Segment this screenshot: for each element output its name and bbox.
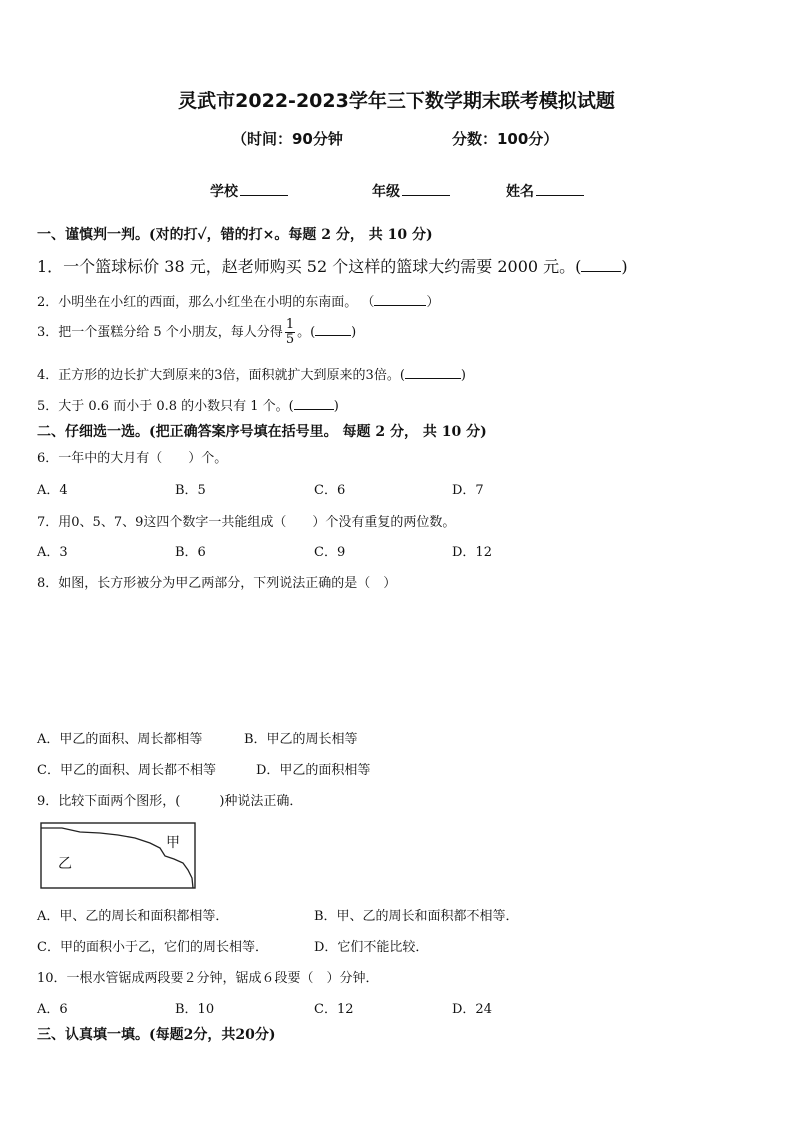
grade-blank[interactable] — [402, 181, 450, 196]
answer-blank-4[interactable] — [405, 366, 461, 379]
q7-option-a[interactable]: A．3 — [37, 545, 68, 560]
question-4-text: 4．正方形的边长扩大到原来的3倍，面积就扩大到原来的3倍。( — [37, 368, 405, 383]
fraction-one-fifth — [285, 318, 295, 347]
q8-option-c[interactable]: C．甲乙的面积、周长都不相等 — [37, 763, 216, 778]
question-2 — [37, 291, 439, 310]
answer-blank-3[interactable] — [315, 323, 351, 336]
fraction-denominator: 5 — [285, 332, 295, 347]
q7-option-c[interactable]: C．9 — [314, 545, 346, 560]
question-3-text: 3．把一个蛋糕分给 5 个小朋友，每人分得 — [37, 325, 283, 340]
fraction-numerator: 1 — [285, 317, 295, 332]
q9-option-c[interactable]: C．甲的面积小于乙，它们的周长相等． — [37, 940, 268, 955]
answer-blank-2[interactable] — [374, 293, 426, 306]
question-5-text: 5．大于 0.6 而小于 0.8 的小数只有 1 个。( — [37, 399, 294, 414]
question-6: 6．一年中的大月有（ ）个。 — [37, 451, 228, 466]
q6-option-b[interactable]: B．5 — [175, 483, 206, 498]
page-title: 灵武市2022-2023学年三下数学期末联考模拟试题 — [178, 90, 615, 112]
question-5-close: ) — [333, 399, 339, 414]
exam-time: （时间：90分钟 — [232, 130, 343, 148]
q10-option-b[interactable]: B．10 — [175, 1002, 215, 1017]
school-field — [210, 181, 288, 201]
question-7: 7．用0、5、7、9这四个数字一共能组成（ ）个没有重复的两位数。 — [37, 515, 456, 530]
question-1-text: 1．一个篮球标价 38 元，赵老师购买 52 个这样的篮球大约需要 2000 元。( — [37, 257, 582, 276]
q9-label-jia: 甲 — [166, 835, 180, 851]
q9-option-a[interactable]: A．甲、乙的周长和面积都相等． — [37, 909, 229, 924]
q9-figure — [40, 822, 198, 890]
q8-option-a[interactable]: A．甲乙的面积、周长都相等 — [37, 732, 203, 747]
grade-field — [372, 181, 450, 201]
q7-option-b[interactable]: B．6 — [175, 545, 206, 560]
q6-option-c[interactable]: C．6 — [314, 483, 346, 498]
question-2-text: 2．小明坐在小红的西面，那么小红坐在小明的东南面。 （ — [37, 295, 375, 310]
section3-heading: 三、认真填一填。(每题2分，共20分) — [37, 1027, 276, 1043]
q8-option-b[interactable]: B．甲乙的周长相等 — [244, 732, 358, 747]
question-9: 9．比较下面两个图形，( )种说法正确． — [37, 794, 303, 809]
question-4 — [37, 364, 466, 383]
q9-option-d[interactable]: D．它们不能比较． — [314, 940, 429, 955]
question-3-open: 。( — [297, 325, 316, 340]
q9-label-yi: 乙 — [58, 856, 72, 872]
exam-score: 分数：100分） — [452, 130, 559, 148]
school-label: 学校 — [210, 184, 238, 200]
q6-option-a[interactable]: A．4 — [37, 483, 68, 498]
question-4-close: ) — [460, 368, 466, 383]
grade-label: 年级 — [372, 184, 400, 200]
section2-heading: 二、仔细选一选。(把正确答案序号填在括号里。 每题 2 分， 共 10 分) — [37, 424, 487, 440]
question-1 — [37, 254, 628, 277]
question-2-close: ） — [426, 295, 440, 310]
q10-option-d[interactable]: D．24 — [452, 1002, 492, 1017]
q9-option-b[interactable]: B．甲、乙的周长和面积都不相等． — [314, 909, 519, 924]
name-label: 姓名 — [506, 184, 534, 200]
question-3-close: ) — [351, 325, 357, 340]
name-field — [506, 181, 584, 201]
section1-heading: 一、谨慎判一判。(对的打✓，错的打×。每题 2 分， 共 10 分) — [37, 227, 433, 243]
school-blank[interactable] — [240, 181, 288, 196]
q10-option-a[interactable]: A．6 — [37, 1002, 68, 1017]
q10-option-c[interactable]: C．12 — [314, 1002, 354, 1017]
name-blank[interactable] — [536, 181, 584, 196]
question-5 — [37, 395, 339, 414]
answer-blank-5[interactable] — [294, 397, 334, 410]
question-1-close: ) — [621, 257, 628, 276]
answer-blank-1[interactable] — [581, 259, 621, 272]
q7-option-d[interactable]: D．12 — [452, 545, 492, 560]
question-10: 10．一根水管锯成两段要２分钟，锯成６段要（ ）分钟． — [37, 971, 379, 986]
question-3 — [37, 318, 356, 347]
q8-option-d[interactable]: D．甲乙的面积相等 — [256, 763, 371, 778]
question-8: 8．如图，长方形被分为甲乙两部分，下列说法正确的是（ ） — [37, 576, 397, 591]
q6-option-d[interactable]: D．7 — [452, 483, 484, 498]
